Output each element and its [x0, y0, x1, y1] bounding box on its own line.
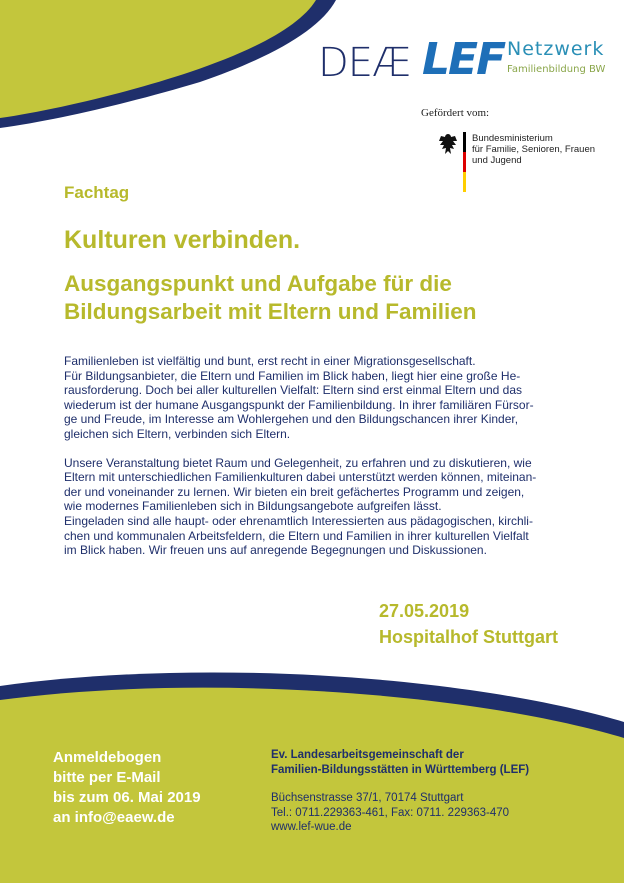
netzwerk-logo-subtitle: Familienbildung BW	[507, 64, 606, 75]
german-flag-bar	[463, 132, 466, 192]
organizer-name-line: Familien-Bildungsstätten in Württemberg (LEF)	[271, 763, 530, 776]
organizer-info	[271, 748, 529, 835]
registration-line: bitte per E-Mail	[53, 769, 161, 786]
federal-eagle-icon	[437, 132, 459, 158]
organizer-name-line: Ev. Landesarbeitsgemeinschaft der	[271, 749, 464, 761]
lef-logo: LEF	[422, 34, 505, 85]
ministry-line: für Familie, Senioren, Frauen	[472, 144, 596, 155]
text-line: der und voneinander zu lernen. Wir bieten ein breit gefächertes Programm und zeigen,	[64, 484, 525, 499]
text-line: Eingeladen sind alle haupt- oder ehrenamtlich Interessierten aus pädagogischen, kirchli-	[64, 513, 533, 528]
registration-email[interactable]: an info@eaew.de	[53, 809, 175, 826]
event-description	[64, 354, 564, 572]
date-and-venue	[379, 598, 558, 650]
event-type: Fachtag	[64, 183, 130, 202]
event-subtitle	[64, 270, 584, 326]
text-line: wie modernes Familienleben sich in Bildungsangebote aufgreifen lässt.	[64, 499, 442, 514]
event-venue: Hospitalhof Stuttgart	[379, 627, 558, 647]
text-line: rausforderung. Doch bei aller kulturellen Vielfalt: Eltern sind erst einmal Eltern und das	[64, 383, 523, 398]
text-line: Unsere Veranstaltung bietet Raum und Gelegenheit, zu erfahren und zu diskutieren, wie	[64, 455, 532, 470]
ministry-name	[472, 133, 595, 166]
registration-line: bis zum 06. Mai 2019	[53, 789, 201, 806]
text-line: chen und kommunalen Arbeitsfeldern, die Eltern und Familien in ihrer kulturellen Vielfalt	[64, 528, 529, 543]
text-line: Familienleben ist vielfältig und bunt, erst recht in einer Migrationsgesellschaft.	[64, 354, 476, 368]
description-paragraph-1	[64, 354, 564, 442]
description-paragraph-2	[64, 456, 564, 558]
text-line: wiederum ist der humane Ausgangspunkt der Familienbildung. In ihrer familiären Fürsor-	[64, 397, 534, 412]
registration-info	[53, 748, 201, 828]
organizer-phone: Tel.: 0711.229363-461, Fax: 0711. 229363-470	[271, 806, 510, 819]
event-date: 27.05.2019	[379, 601, 470, 621]
text-line: ge und Freude, im Interesse am Wohlergehen und den Bildungschancen ihrer Kinder,	[64, 412, 519, 427]
subtitle-line: Bildungsarbeit mit Eltern und Familien	[64, 299, 477, 324]
top-olive-blob	[0, 0, 316, 118]
organizer-website-link[interactable]: www.lef-wue.de	[271, 821, 352, 833]
text-line: Eltern mit unterschiedlichen Familienkulturen dabei unterstützt werden können, miteinan-	[64, 470, 537, 485]
subtitle-line: Ausgangspunkt und Aufgabe für die	[64, 271, 452, 296]
text-line: im Blick haben. Wir freuen uns auf anregende Begegnungen und Diskussionen.	[64, 543, 487, 558]
event-title: Kulturen verbinden.	[64, 226, 301, 254]
ministry-line: und Jugend	[472, 155, 522, 166]
registration-line: Anmeldebogen	[53, 749, 162, 766]
ministry-line: Bundesministerium	[472, 133, 553, 144]
text-line: gleichen sich Eltern, verbinden sich Eltern.	[64, 426, 291, 441]
netzwerk-logo: Netzwerk	[507, 38, 605, 60]
funding-label: Gefördert vom:	[421, 107, 490, 119]
deae-logo: DEÆ	[318, 40, 411, 86]
text-line: Für Bildungsanbieter, die Eltern und Familien im Blick haben, liegt hier eine große He-	[64, 368, 521, 383]
organizer-address: Büchsenstrasse 37/1, 70174 Stuttgart	[271, 792, 464, 804]
